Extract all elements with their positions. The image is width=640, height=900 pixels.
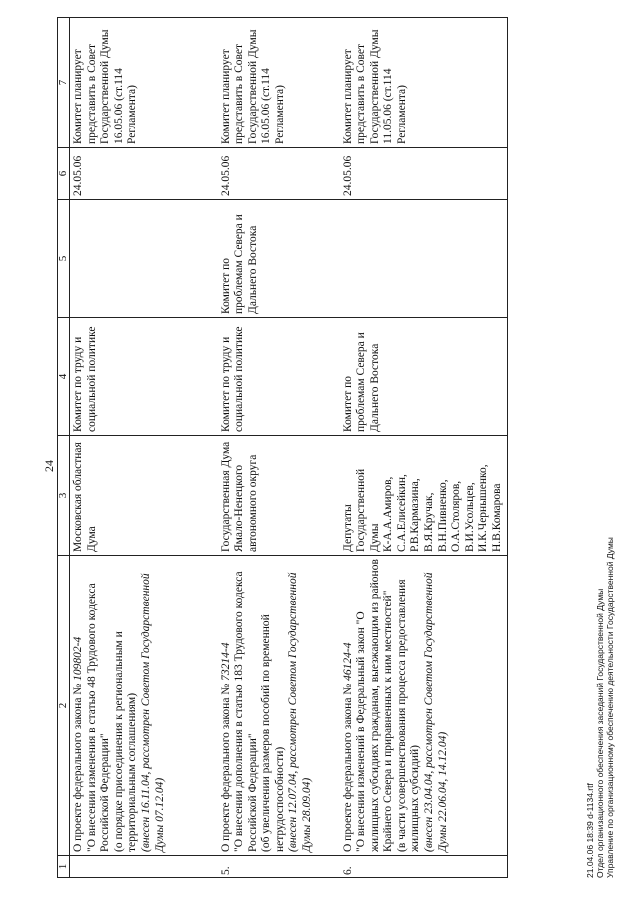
initiator: Государственная Дума Ямало-Ненецкого автономного округа bbox=[218, 436, 340, 556]
directorate-line: Управление по организационному обеспечению деятельности Государственной Думы bbox=[605, 537, 615, 878]
table-row bbox=[218, 18, 340, 878]
committee: Комитет по проблемам Севера и Дальнего Востока bbox=[340, 318, 508, 436]
row-number: 6. bbox=[340, 856, 508, 878]
date: 24.05.06 bbox=[218, 148, 340, 200]
col-header: 4 bbox=[58, 318, 70, 436]
page-number: 24 bbox=[42, 460, 56, 472]
bill-title: О проекте федерального закона № 73214-4 "О внесении дополнения в статью 183 Трудового кодекса Российской Федерации" (об увеличении размеров пособий по временной нетрудоспособности) (внесен 12.07.04, рассмотрен Советом Государственной Думы 28.09.04) bbox=[218, 556, 340, 856]
department-line: Отдел организационного обеспечения заседаний Государственной Думы bbox=[595, 588, 605, 878]
col-header: 5 bbox=[58, 200, 70, 318]
committee: Комитет по труду и социальной политике bbox=[218, 318, 340, 436]
bill-title: О проекте федерального закона № 46124-4 "О внесении изменений в Федеральный закон "О жилищных субсидиях гражданам, выезжающим из районов Крайнего Севера и приравненных к ним местностей" (в части усовершенствования процесса предоставления жилищных субсидий) (внесен 23.04.04, рассмотрен Советом Государственной Думы 22.06.04, 14.12.04) bbox=[340, 556, 508, 856]
co-committee bbox=[70, 200, 218, 318]
col-header: 6 bbox=[58, 148, 70, 200]
bill-number: 109802-4 bbox=[72, 636, 84, 681]
col-header: 7 bbox=[58, 18, 70, 148]
bill-number: 73214-4 bbox=[219, 642, 232, 681]
initiator: Депутаты Государственной Думы К-А.А.Амиров, С.А.Елисейкин, Р.В.Кармазина, В.Я.Кручак, В.Н.Пивненко, О.А.Столяров, В.И.Усольцев, И.К.Чернышенко, Н.В.Комарова bbox=[340, 436, 508, 556]
bill-title: О проекте федерального закона № 109802-4 "О внесении изменения в статью 48 Трудового кодекса Российской Федерации" (о порядке присоединения к региональным и территориальным соглашениям) (внесен 16.11.04, рассмотрен Советом Государственной Думы 07.12.04) bbox=[70, 556, 218, 856]
col-header: 1 bbox=[58, 856, 70, 878]
initiator: Московская областная Дума bbox=[70, 436, 218, 556]
bill-note: (внесен 23.04.04, рассмотрен Советом Государственной Думы 22.06.04, 14.12.04) bbox=[423, 572, 449, 852]
column-number-row bbox=[58, 18, 70, 878]
table-row bbox=[70, 18, 218, 878]
co-committee bbox=[340, 200, 508, 318]
col-header: 2 bbox=[58, 556, 70, 856]
file-stamp: 21.04.06 18:39 d-1134.rtf bbox=[585, 783, 595, 878]
bill-note: (внесен 16.11.04, рассмотрен Советом Государственной Думы 07.12.04) bbox=[139, 573, 166, 852]
col-header: 3 bbox=[58, 436, 70, 556]
date: 24.05.06 bbox=[340, 148, 508, 200]
document-footer bbox=[585, 537, 615, 878]
row-number bbox=[70, 856, 218, 878]
row-number: 5. bbox=[218, 856, 340, 878]
plan: Комитет планирует представить в Совет Государственной Думы 16.05.06 (ст.114 Регламента) bbox=[70, 18, 218, 148]
date: 24.05.06 bbox=[70, 148, 218, 200]
co-committee: Комитет по проблемам Севера и Дальнего Востока bbox=[218, 200, 340, 318]
plan: Комитет планирует представить в Совет Государственной Думы 16.05.06 (ст.114 Регламента) bbox=[218, 18, 340, 148]
table-row bbox=[340, 18, 508, 878]
committee: Комитет по труду и социальной политике bbox=[70, 318, 218, 436]
bill-note: (внесен 12.07.04, рассмотрен Советом Государственной Думы 28.09.04) bbox=[287, 572, 314, 852]
plan: Комитет планирует представить в Совет Государственной Думы 11.05.06 (ст.114 Регламента) bbox=[340, 18, 508, 148]
bill-number: 46124-4 bbox=[341, 642, 354, 681]
bills-table bbox=[57, 17, 508, 878]
